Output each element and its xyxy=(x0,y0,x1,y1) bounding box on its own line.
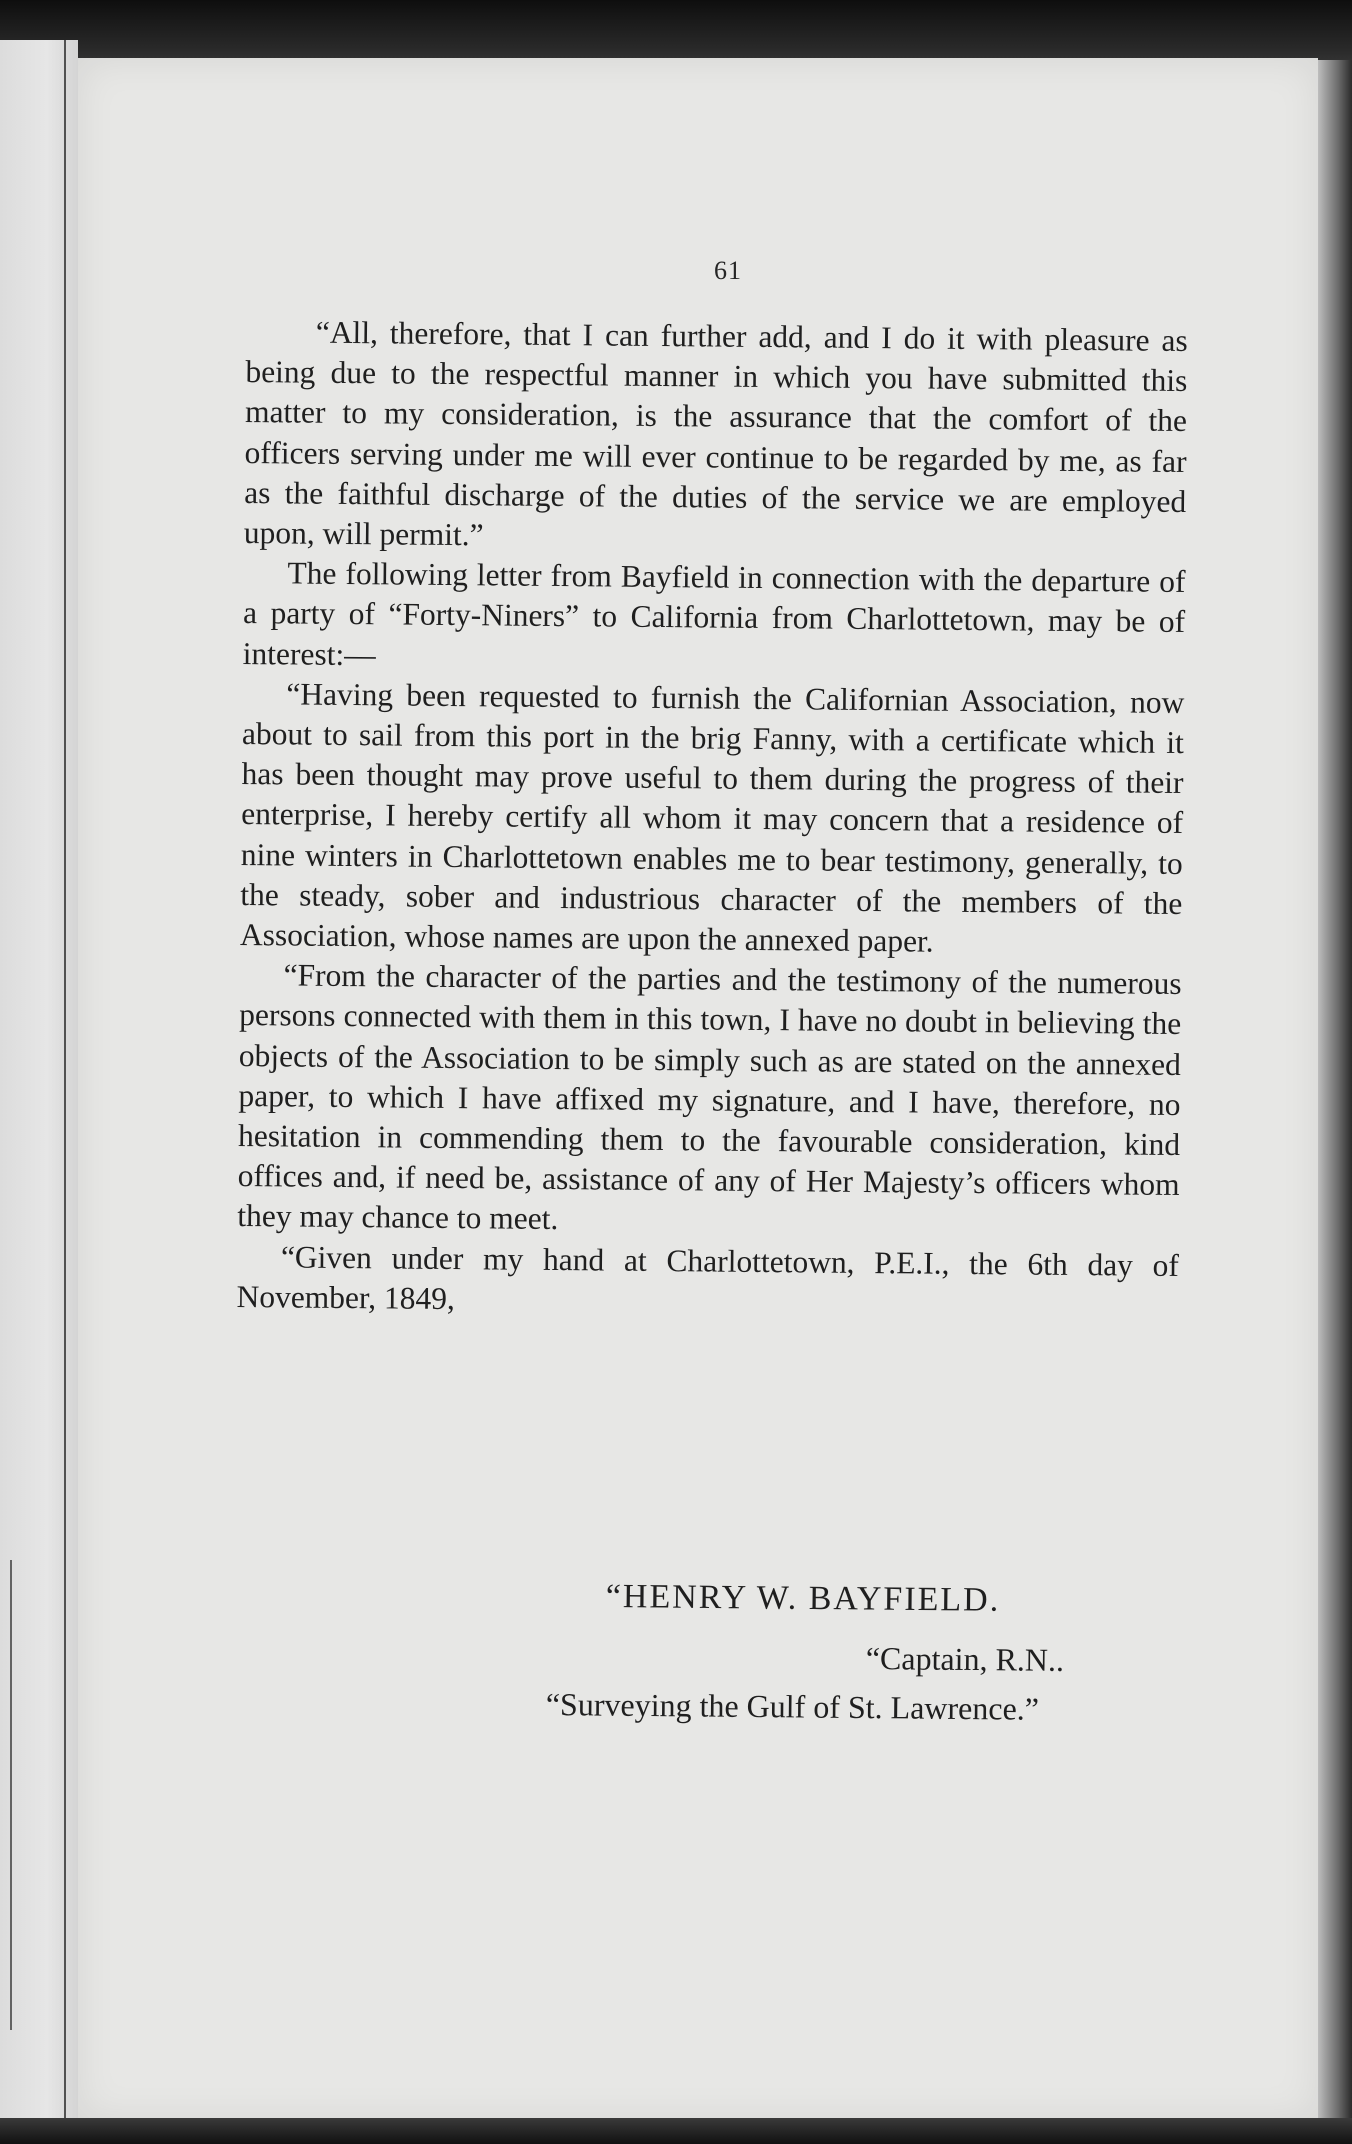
paragraph-2: The following letter from Bayfield in connection with the departure of a party of “Forty-Niners” to California from Charlottetown, may be of interest:— xyxy=(242,555,1186,672)
page-right-shadow xyxy=(1318,60,1352,2144)
paragraph-4: “From the character of the parties and the testimony of the numerous persons connected with them in this town, I have no doubt in believing the objects of the Association to be simply such as are stated on the annexed paper, to which I have affixed my signature, and I have, therefore, no hesitation in commending them to the favourable consideration, kind offices and, if need be, assistance of any of Her Majesty’s officers whom they may chance to meet. xyxy=(237,957,1182,1237)
binding-line-lower xyxy=(10,1560,12,2030)
signature-rank: “Captain, R.N.. xyxy=(865,1640,1065,1678)
paragraph-3: “Having been requested to furnish the Californian Association, now about to sail from this port in the brig Fanny, with a certificate which it has been thought may prove useful to them during the progress of their enterprise, I hereby certify all whom it may concern that a residence of nine winters in Charlottetown enables me to bear testimony, generally, to the steady, sober and industrious character of the members of the Association, whose names are upon the annexed paper. xyxy=(239,676,1185,959)
binding-line xyxy=(64,40,66,2144)
page-number: 61 xyxy=(714,256,742,285)
paragraph-5: “Given under my hand at Charlottetown, P.E.I., the 6th day of November, 1849, xyxy=(236,1239,1180,1316)
signature-title: “Surveying the Gulf of St. Lawrence.” xyxy=(545,1686,1040,1727)
paragraph-1: “All, therefore, that I can further add, and I do it with pleasure as being due to the respectful manner in which you have submitted this matter to my consideration, is the assurance that the comfort of the officers serving under me will ever continue to be regarded by me, as far as the faithful discharge of the duties of the service we are employed upon, will permit.” xyxy=(243,314,1188,553)
page-bottom-shadow xyxy=(0,2118,1352,2144)
signature-name: “HENRY W. BAYFIELD. xyxy=(605,1578,1001,1619)
body-text xyxy=(236,312,1188,1326)
